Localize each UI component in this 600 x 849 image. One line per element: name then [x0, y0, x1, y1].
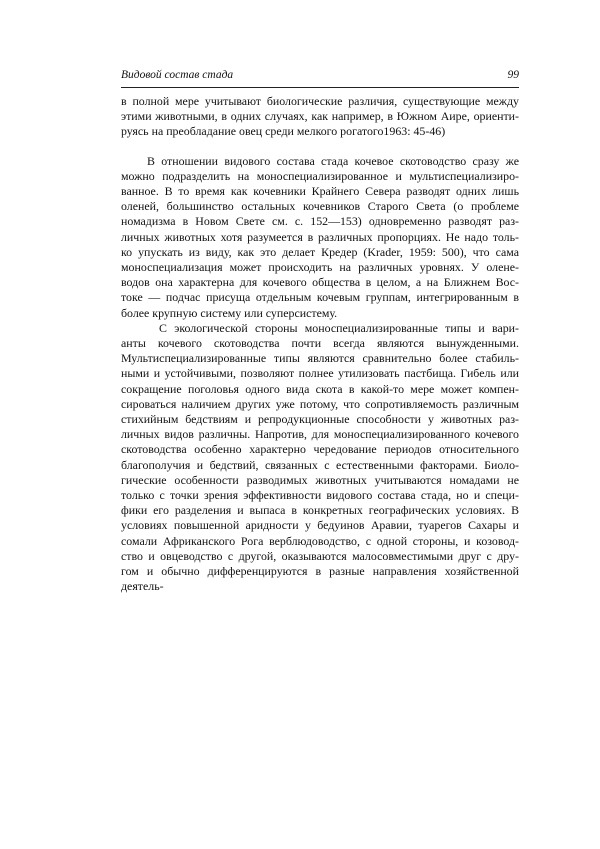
paragraph-1 [121, 94, 519, 140]
text-line: более крупную систему или суперсистему. [121, 305, 338, 320]
text-line: личных видов различны. Напротив, для моноспециализированного кочевого [121, 427, 519, 442]
body-text [121, 94, 519, 595]
paragraph-2 [121, 154, 519, 321]
text-line: этими животными, в одних случаях, как например, в Южном Аире, ориенти- [121, 109, 519, 124]
text-line: фики его разделения и выпаса в конкретных географических условиях. В [121, 503, 519, 518]
text-line: гом и обычно дифференцируются в разные направления хозяйственной [121, 564, 519, 579]
paragraph-gap [121, 140, 519, 154]
text-line: ванное. В то время как кочевники Крайнего Севера разводят одних лишь [121, 184, 519, 199]
text-line: оленей, большинство остальных кочевников Старого Света (о проблеме [121, 199, 519, 214]
text-line: Мультиспециализированные типы являются сравнительно более стабиль- [121, 351, 519, 366]
text-line: сокращение поголовья одного вида скота в какой-то мере может компен- [121, 381, 519, 396]
text-line: водов она характерна для кочевого общества в целом, а на Ближнем Вос- [121, 275, 519, 290]
text-line: В отношении видового состава стада кочевое скотоводство сразу же [147, 153, 519, 168]
text-line: моноспециализация может происходить на различных уровнях. У олене- [121, 260, 519, 275]
text-line: стихийным бедствиям и репродукционные способности у животных раз- [121, 412, 519, 427]
text-line: токе — подчас присуща отдельным кочевым группам, интегрированным в [121, 290, 519, 305]
text-line: сомали Африканского Рога верблюдоводство, с одной стороны, и козовод- [121, 533, 519, 548]
text-line: личных животных хотя разумеется в различных пропорциях. Не надо толь- [121, 229, 519, 244]
text-line: в полной мере учитывают биологические различия, существующие между [121, 94, 519, 108]
text-line: только с точки зрения эффективности видового состава стада, но и специ- [121, 488, 519, 503]
text-line: скотоводства особенно характерно чередование периодов относительного [121, 442, 519, 457]
paragraph-3 [121, 321, 519, 595]
text-line: благополучия и бедствий, связанных с естественными факторами. Биоло- [121, 457, 519, 472]
text-line: номадизма в Новом Свете см. с. 152—153) одновременно разводят раз- [121, 214, 519, 229]
running-head-title: Видовой состав стада [121, 69, 234, 81]
text-line: ными и устойчивыми, позволяют полнее утилизовать пастбища. Гибель или [121, 366, 519, 381]
text-line: деятель- [121, 579, 164, 594]
page-number: 99 [507, 69, 519, 81]
text-line: гические особенности разводимых животных учитываются номадами не [121, 472, 519, 487]
header-rule [121, 87, 519, 88]
running-head [121, 69, 519, 85]
text-line: ство и овцеводство с другой, оказываются малосовместимыми друг с дру- [121, 548, 519, 563]
text-line: можно подразделить на моноспециализированное и мультиспециализиро- [121, 168, 519, 183]
text-line: условиях повышенной аридности у бедуинов Аравии, туарегов Сахары и [121, 518, 519, 533]
text-line: руясь на преобладание овец среди мелкого рогатого1963: 45-46) [121, 124, 446, 139]
text-line: ко упускать из виду, как это делает Кредер (Krader, 1959: 500), что сама [121, 244, 519, 259]
text-line: анты кочевого скотоводства почти всегда являются вынужденными. [121, 336, 519, 351]
text-line: сироваться наличием других уже потому, что сопротивляемость различным [121, 396, 519, 411]
text-line: С экологической стороны моноспециализированные типы и вари- [159, 320, 519, 335]
